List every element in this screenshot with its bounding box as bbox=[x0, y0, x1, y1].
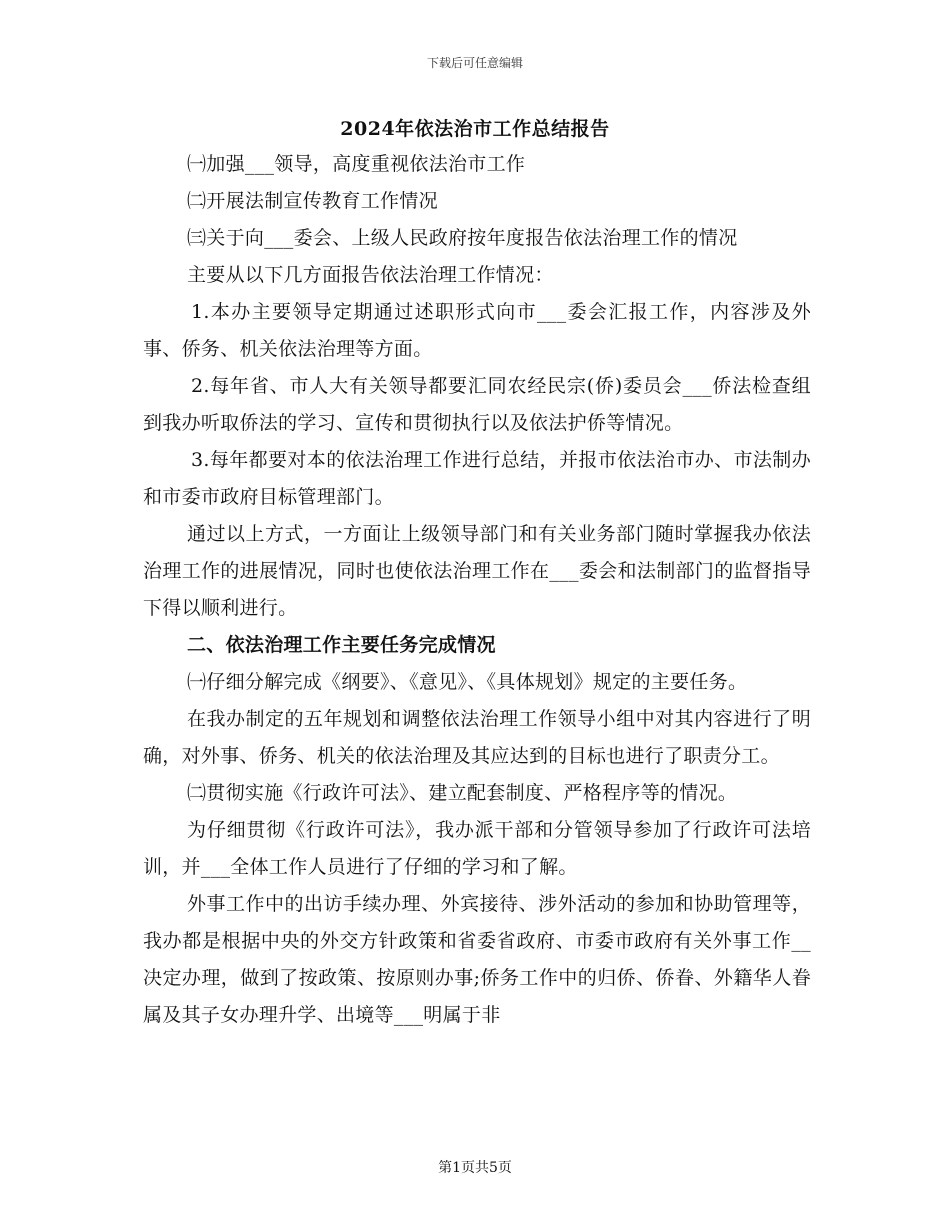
paragraph-8: 通过以上方式，一方面让上级领导部门和有关业务部门随时掌握我办依法治理工作的进展情况，同时也使依法治理工作在___委会和法制部门的监督指导下得以顺利进行。 bbox=[143, 523, 811, 619]
document-title: 2024年依法治市工作总结报告 bbox=[340, 118, 610, 140]
section-heading: 二、依法治理工作主要任务完成情况 bbox=[187, 634, 496, 656]
header-note: 下载后可任意编辑 bbox=[426, 56, 523, 70]
paragraph-6: 2.每年省、市人大有关领导都要汇同农经民宗(侨)委员会___侨法检查组到我办听取侨法的学习、宣传和贯彻执行以及依法护侨等情况。 bbox=[143, 375, 811, 434]
paragraph-11: 在我办制定的五年规划和调整依法治理工作领导小组中对其内容进行了明确，对外事、侨务、机关的依法治理及其应达到的目标也进行了职责分工。 bbox=[143, 708, 811, 767]
paragraph-5: 1.本办主要领导定期通过述职形式向市___委会汇报工作，内容涉及外事、侨务、机关依法治理等方面。 bbox=[143, 301, 811, 360]
paragraph-13: 为仔细贯彻《行政许可法》，我办派干部和分管领导参加了行政许可法培训，并___全体工作人员进行了仔细的学习和了解。 bbox=[143, 819, 811, 878]
paragraph-7: 3.每年都要对本的依法治理工作进行总结，并报市依法治市办、市法制办和市委市政府目标管理部门。 bbox=[143, 449, 811, 508]
paragraph-3: ㈢关于向___委会、上级人民政府按年度报告依法治理工作的情况 bbox=[187, 227, 738, 249]
paragraph-2: ㈡开展法制宣传教育工作情况 bbox=[187, 190, 438, 212]
document-body bbox=[143, 146, 811, 1034]
paragraph-4: 主要从以下几方面报告依法治理工作情况： bbox=[187, 264, 554, 286]
paragraph-14: 外事工作中的出访手续办理、外宾接待、涉外活动的参加和协助管理等，我办都是根据中央的外交方针政策和省委省政府、市委市政府有关外事工作__决定办理，做到了按政策、按原则办事;侨务工作中的归侨、侨眷、外籍华人眷属及其子女办理升学、出境等___明属于非 bbox=[143, 893, 811, 1026]
paragraph-12: ㈡贯彻实施《行政许可法》、建立配套制度、严格程序等的情况。 bbox=[187, 782, 738, 804]
paragraph-1: ㈠加强___领导，高度重视依法治市工作 bbox=[187, 153, 526, 175]
paragraph-10: ㈠仔细分解完成《纲要》、《意见》、《具体规划》规定的主要任务。 bbox=[187, 671, 748, 693]
page-footer: 第1页共5页 bbox=[438, 1160, 512, 1176]
